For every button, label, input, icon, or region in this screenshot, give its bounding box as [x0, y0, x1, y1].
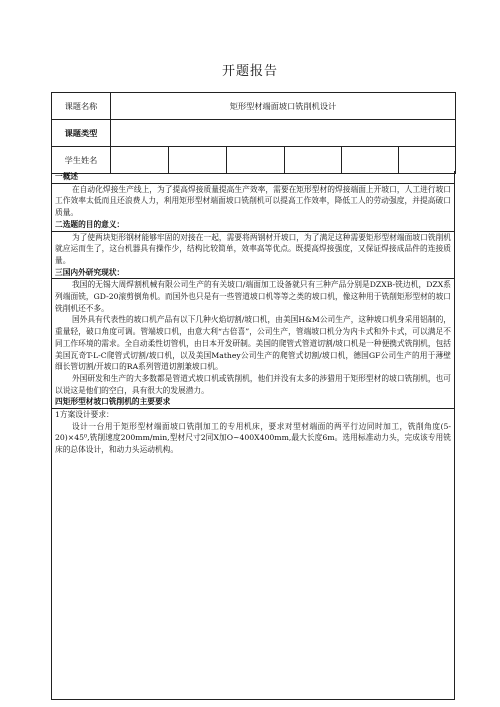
student-cell-6	[399, 147, 456, 174]
student-cell-5	[342, 147, 399, 174]
student-label: 学生姓名	[52, 147, 111, 174]
overview-heading: 一概述	[52, 171, 454, 184]
research-heading: 三国内外研究现状：	[52, 267, 454, 280]
topic-value: 矩形型材端面坡口铣削机设计	[111, 93, 456, 120]
requirements-subheading: 1方案设计要求：	[55, 410, 114, 420]
topic-label: 课题名称	[52, 93, 111, 120]
student-row	[52, 147, 456, 174]
research-paragraph-2: 国外具有代表性的坡口机产品有以下几种火焰切割/坡口机，由美国H&M公司生产，这种坡口机身采用铝制的，重量轻，破口角度可调。管端坡口机，由意大利“古倍喜”，公司生产，管端坡口机分为内卡式和外卡式，可以满足不同工作环境的需求。全自动柔性切管机，由日本开发研制。美国的爬管式管道切割/坡口机是一种便携式铣削机，包括美国瓦奇T-L-C爬管式切割/坡口机，以及美国Mathey公司生产的爬管式切割/坡口机，德国GF公司生产的用于薄壁细长管切割/开坡口的RA系列管道切割兼坡口机。	[55, 315, 451, 372]
requirements-heading: 四矩形型材坡口铣削机的主要要求	[52, 396, 454, 409]
type-label: 课题类型	[52, 120, 111, 147]
research-paragraph-1: 我国的无锡大周焊割机械有限公司生产的有关坡口/端面加工设备就只有三种产品分别是DZXB-铣边机，DZX系列端面铣，GD-20滚剪倒角机。而国外也只是有一些管道坡口机等等之类的坡口机，像这种用于铣削矩形型材的坡口铣削机还不多。	[55, 280, 451, 313]
requirements-paragraph: 设计一台用于矩形型材端面坡口铣削加工的专用机床，要求对型材端面的两平行边同时加工，铣削角度(5-20)×45⁰,铣削速度200mm/min,型材尺寸2同X加O~400X400mm,最大长度6m。选用标准动力头，完成该专用铣床的总体设计，和动力头运动机构。	[55, 421, 451, 455]
document-title: 开题报告	[221, 64, 278, 79]
report-body	[51, 171, 455, 700]
type-row	[52, 120, 456, 147]
student-cell-2	[169, 147, 227, 174]
student-cell-1	[111, 147, 169, 174]
student-cell-4	[285, 147, 342, 174]
research-paragraph-3: 外国研发和生产的大多数都是管道式坡口机或铣削机，他们并没有太多的涉猎用于矩形型材的坡口铣削机，也可以说这是他们的空白，具有很大的发展潜力。	[55, 373, 451, 395]
purpose-paragraph: 为了使两块矩形钢材能够牢固的对接在一起，需要将两钢材开坡口，为了满足这种需要矩形型材端面坡口铣削机就应运而生了，这台机器具有操作少，结构比较简单，效率高等优点。既提高焊接强度，又保证焊接成品件的连接质量。	[55, 232, 451, 265]
info-table	[51, 92, 456, 174]
type-value	[111, 120, 456, 147]
purpose-heading: 二选题的目的意义：	[52, 219, 454, 232]
student-cell-3	[227, 147, 285, 174]
overview-paragraph: 在自动化焊接生产线上，为了提高焊接质量提高生产效率，需要在矩形型材的焊接端面上开坡口，人工进行坡口工作效率太低而且还浪费人力，利用矩形型材端面坡口铣削机可以提高工作效率，降低工人的劳动强度，并提高破口质量。	[55, 184, 451, 218]
topic-row	[52, 93, 456, 120]
